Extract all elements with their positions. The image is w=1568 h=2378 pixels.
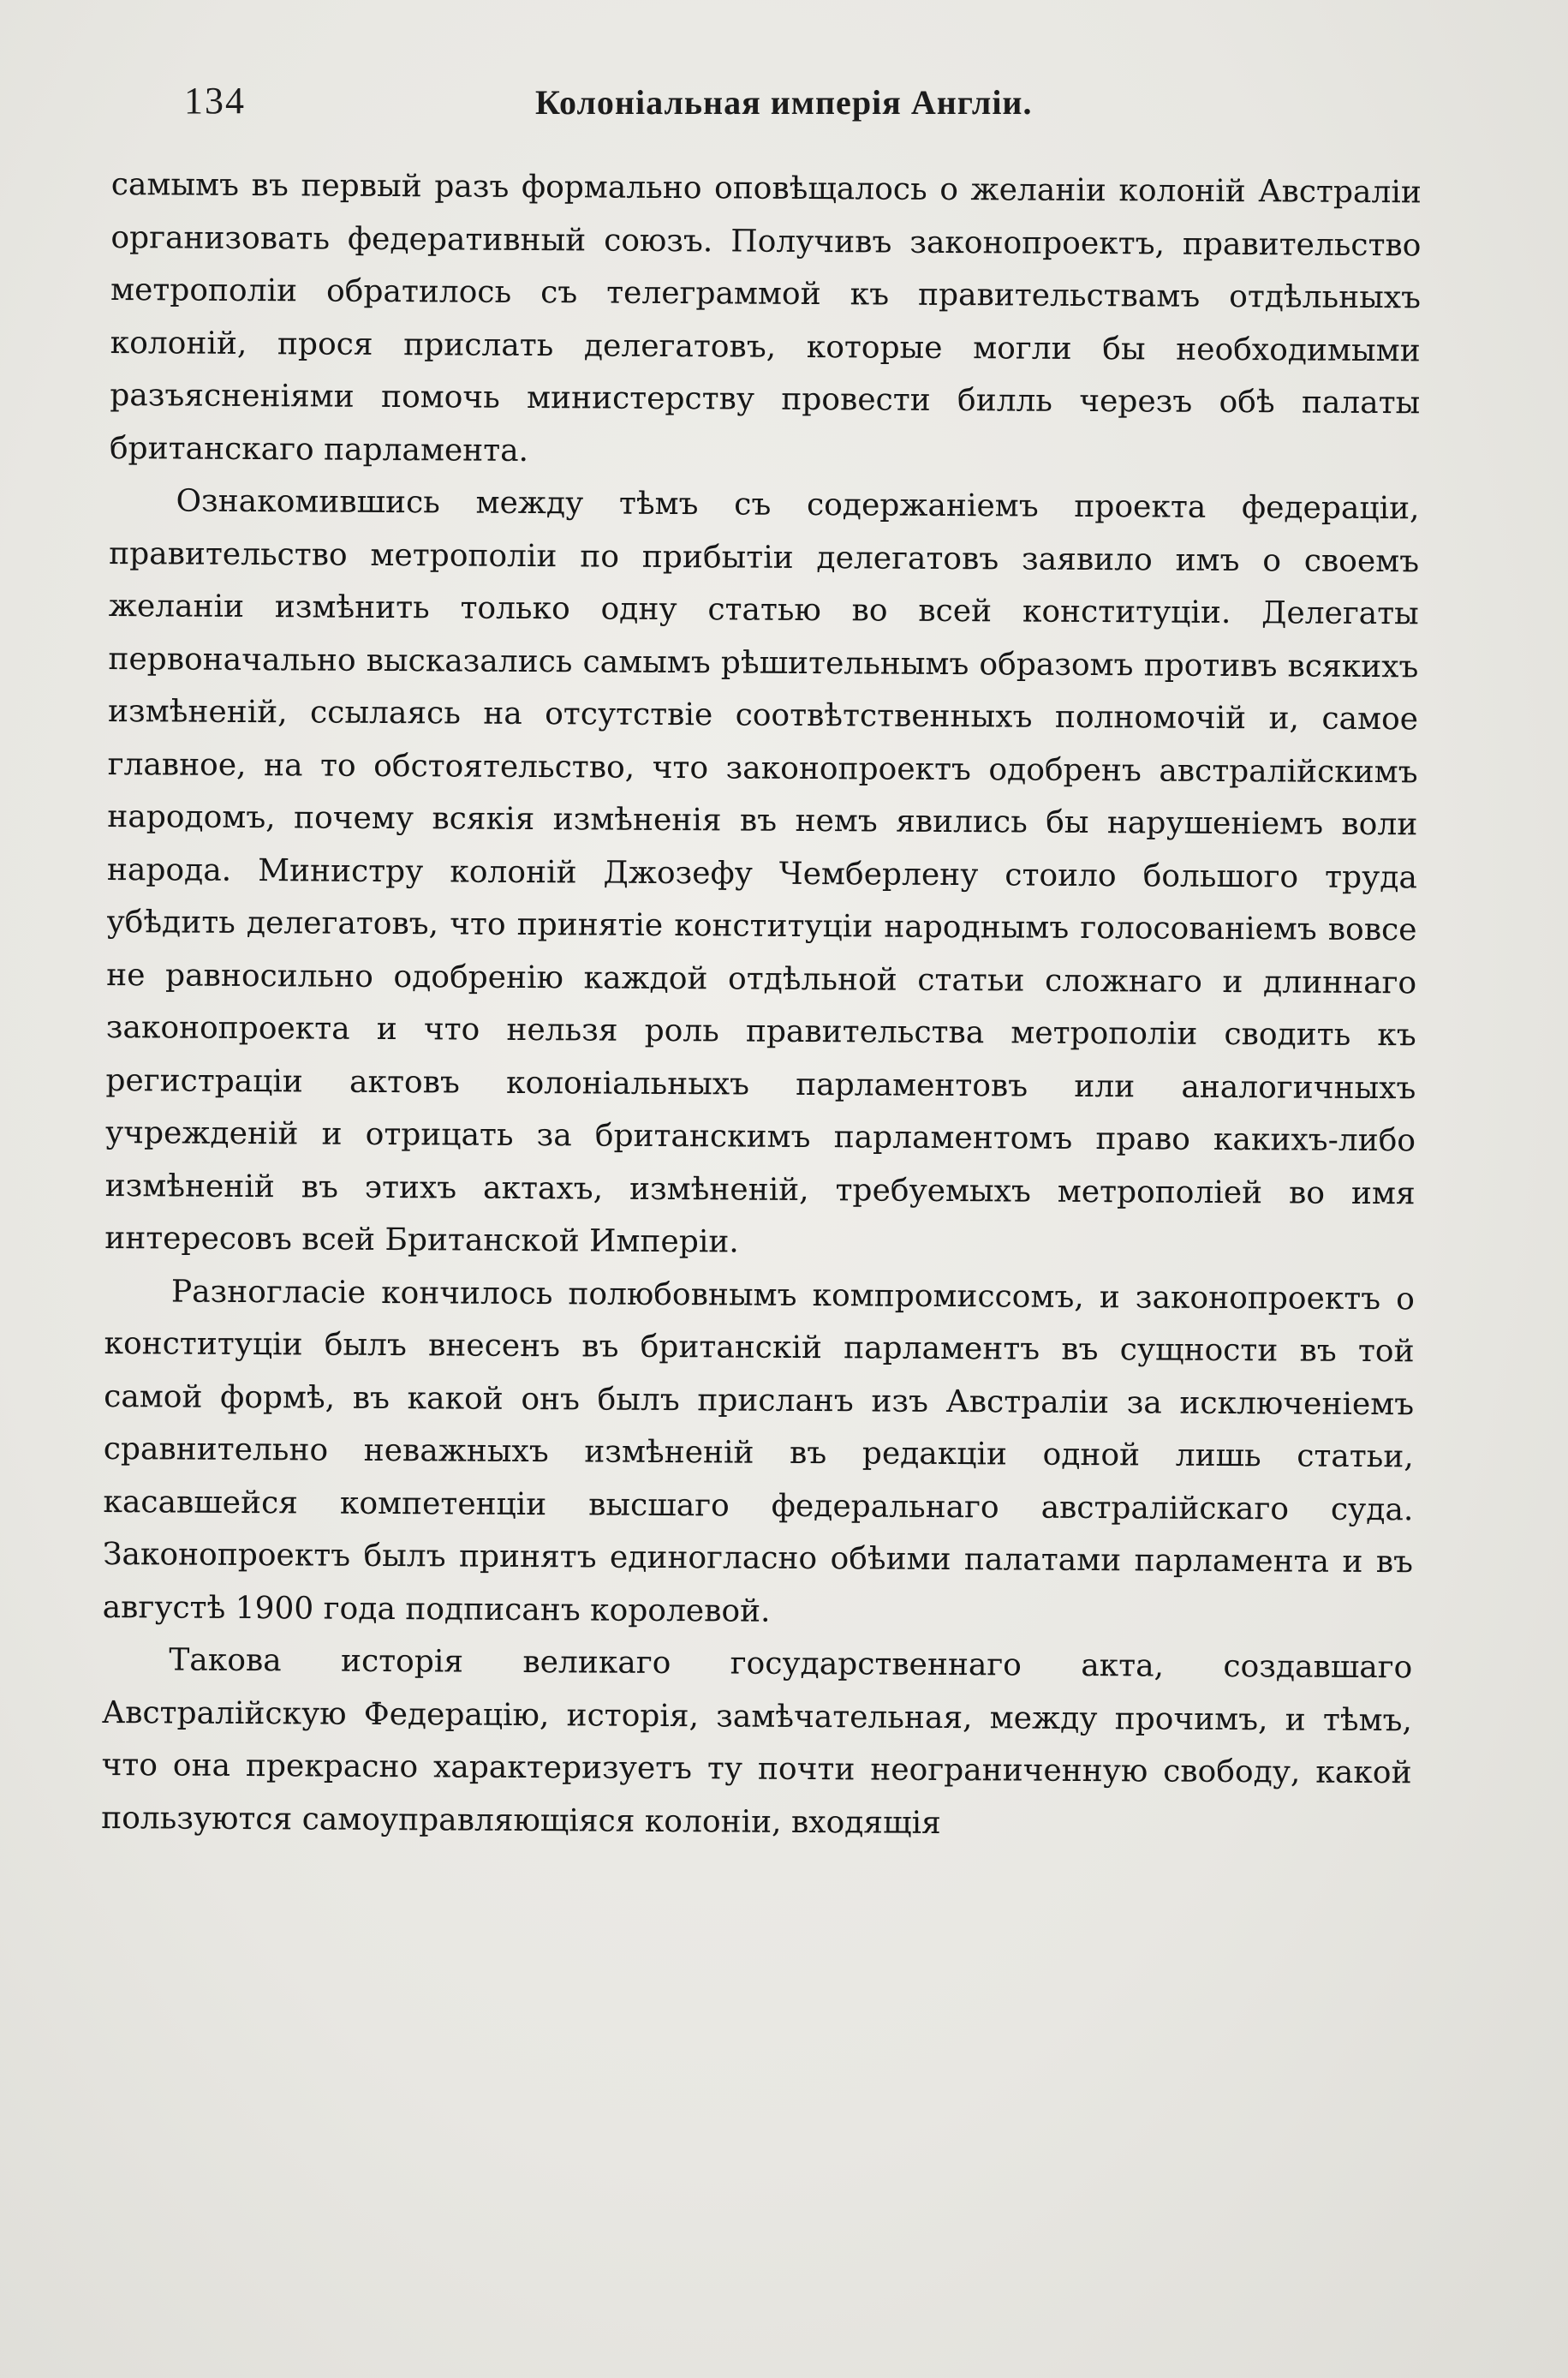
- running-title: Колоніальная имперія Англіи.: [535, 83, 1033, 122]
- paragraph-3: Разногласіе кончилось полюбовнымъ компромиссомъ, и законопроектъ о конституціи былъ внесенъ въ британскій парламентъ въ сущности въ той самой формѣ, въ какой онъ былъ присланъ изъ Австраліи за исключеніемъ сравнительно неважныхъ измѣненій въ редакціи одной лишь статьи, касавшейся компетенціи высшаго федеральнаго австралійскаго суда. Законопроектъ былъ принятъ единогласно обѣими палатами парламента и въ августѣ 1900 года подписанъ королевой.: [102, 1273, 1416, 1629]
- page-header: [184, 79, 1426, 130]
- paragraph-1: самымъ въ первый разъ формально оповѣщалось о желаніи колоній Австраліи организовать федеративный союзъ. Получивъ законопроектъ, правительство метрополіи обратилось съ телеграммой къ правительствамъ отдѣльныхъ колоній, прося прислать делегатовъ, которые могли бы необходимыми разъясненіями помочь министерству провести билль черезъ обѣ палаты британскаго парламента.: [109, 166, 1422, 469]
- body-text: [101, 158, 1422, 1852]
- paragraph-2: Ознакомившись между тѣмъ съ содержаніемъ проекта федераціи, правительство метрополіи по прибытіи делегатовъ заявило имъ о своемъ желаніи измѣнить только одну статью во всей конституціи. Делегаты первоначально высказались самымъ рѣшительнымъ образомъ противъ всякихъ измѣненій, ссылаясь на отсутствіе соотвѣтственныхъ полномочій и, самое главное, на то обстоятельство, что законопроектъ одобренъ австралійскимъ народомъ, почему всякія измѣненія въ немъ явились бы нарушеніемъ воли народа. Министру колоній Джозефу Чемберлену стоило большого труда убѣдить делегатовъ, что принятіе конституціи народнымъ голосованіемъ вовсе не равносильно одобренію каждой отдѣльной статьи сложнаго и длиннаго законопроекта и что нельзя роль правительства метрополіи сводить къ регистраціи актовъ колоніальныхъ парламентовъ или аналогичныхъ учрежденій и отрицать за британскимъ парламентомъ право какихъ-либо измѣненій въ этихъ актахъ, измѣненій, требуемыхъ метрополіей во имя интересовъ всей Британской Имперіи.: [104, 483, 1420, 1260]
- paragraph-4: Такова исторія великаго государственнаго акта, создавшаго Австралійскую Федерацію, исторія, замѣчательная, между прочимъ, и тѣмъ, что она прекрасно характеризуетъ ту почти неограниченную свободу, какой пользуются самоуправляющіяся колоніи, входящія: [101, 1642, 1413, 1841]
- page-number: 134: [184, 80, 246, 122]
